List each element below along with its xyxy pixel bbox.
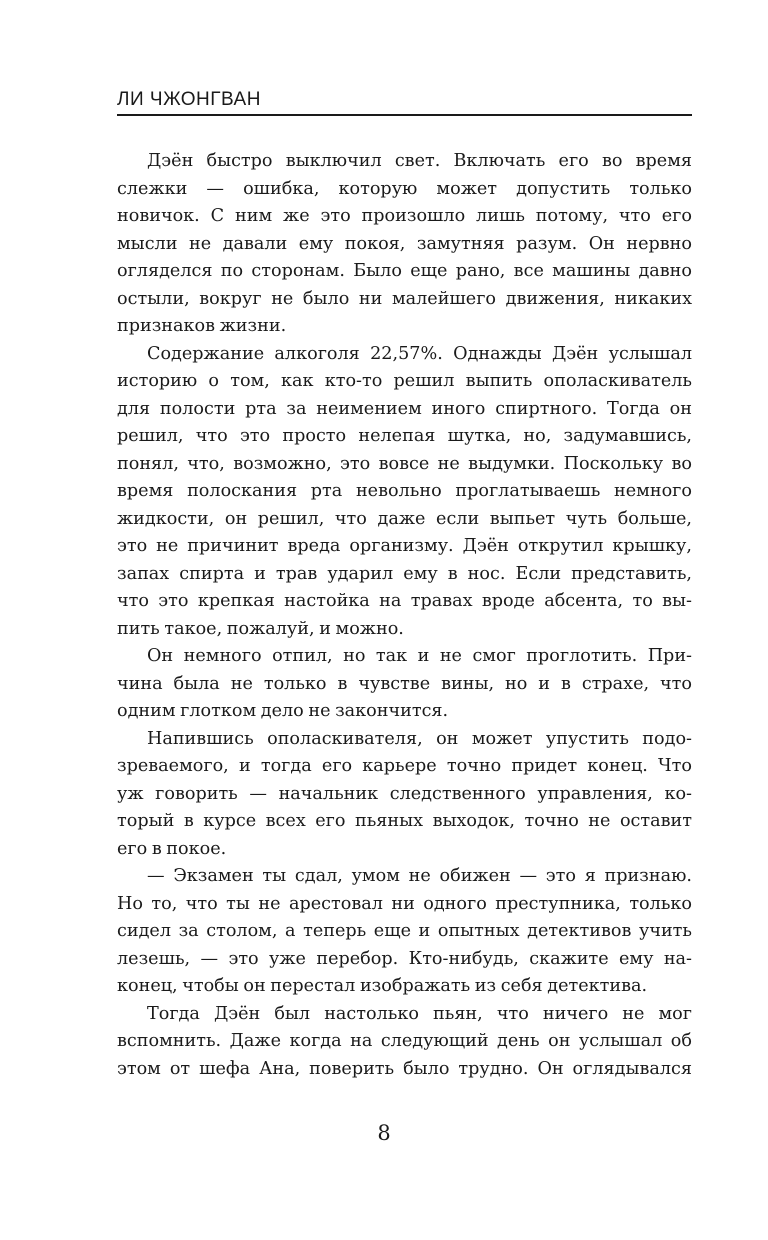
text-line: время полоскания рта невольно проглатываешь немного <box>117 481 692 501</box>
text-line: сидел за столом, а теперь еще и опытных детективов учить <box>117 921 692 941</box>
text-line: остыли, вокруг не было ни малейшего движения, никаких <box>117 288 692 309</box>
text-line: жидкости, он решил, что даже если выпьет чуть больше, <box>117 508 692 529</box>
text-line: мысли не давали ему покоя, замутняя разум. Он нервно <box>117 233 692 254</box>
text-line: Содержание алкоголя 22,57%. Однажды Дэён услышал <box>147 343 692 364</box>
text-line: пить такое, пожалуй, и можно. <box>117 618 404 639</box>
text-line: для полости рта за неимением иного спиртного. Тогда он <box>117 398 692 419</box>
text-line: что это крепкая настойка на травах вроде абсента, то вы- <box>117 591 692 611</box>
running-header <box>117 86 692 116</box>
text-line: слежки — ошибка, которую может допустить только <box>117 178 692 199</box>
text-line: Дэён быстро выключил свет. Включать его во время <box>147 151 692 171</box>
paragraph <box>117 341 692 644</box>
text-line: — Экзамен ты сдал, умом не обижен — это я признаю. <box>147 866 692 886</box>
text-line: новичок. С ним же это произошло лишь потому, что его <box>117 206 692 226</box>
text-line: историю о том, как кто-то решил выпить ополаскиватель <box>117 371 692 391</box>
text-line: запах спирта и трав ударил ему в нос. Если представить, <box>117 563 692 584</box>
text-line: Он немного отпил, но так и не смог проглотить. При- <box>147 646 692 666</box>
paragraph <box>117 863 692 1001</box>
text-line: уж говорить — начальник следственного управления, ко- <box>117 783 692 804</box>
running-title: ЛИ ЧЖОНГВАН <box>117 89 261 110</box>
paragraph <box>117 148 692 341</box>
text-line: этом от шефа Ана, поверить было трудно. Он оглядывался <box>117 1058 692 1079</box>
text-line: это не причинит вреда организму. Дэён открутил крышку, <box>117 536 692 556</box>
paragraph <box>117 1001 692 1084</box>
text-line: Но то, что ты не арестовал ни одного преступника, только <box>117 893 692 914</box>
text-line: решил, что это просто нелепая шутка, но, задумавшись, <box>117 426 692 446</box>
text-line: Тогда Дэён был настолько пьян, что ничего не мог <box>147 1003 692 1024</box>
text-line: Напившись ополаскивателя, он может упустить подо- <box>147 728 692 749</box>
text-line: зреваемого, и тогда его карьере точно придет конец. Что <box>117 756 692 776</box>
body-text <box>117 148 692 1083</box>
text-line: вспомнить. Даже когда на следующий день он услышал об <box>117 1031 692 1051</box>
text-line: понял, что, возможно, это вовсе не выдумки. Поскольку во <box>117 453 692 474</box>
text-line: признаков жизни. <box>117 316 287 336</box>
page-number: 8 <box>377 1121 391 1145</box>
text-line: торый в курсе всех его пьяных выходок, точно не оставит <box>117 811 692 831</box>
text-line: лезешь, — это уже перебор. Кто-нибудь, скажите ему на- <box>117 948 692 969</box>
paragraph <box>117 643 692 726</box>
text-line: его в покое. <box>117 838 227 859</box>
text-line: конец, чтобы он перестал изображать из себя детектива. <box>117 976 648 996</box>
paragraph <box>117 726 692 864</box>
text-line: чина была не только в чувстве вины, но и в страхе, что <box>117 673 692 694</box>
text-line: огляделся по сторонам. Было еще рано, все машины давно <box>117 261 692 281</box>
text-line: одним глотком дело не закончится. <box>117 701 449 721</box>
